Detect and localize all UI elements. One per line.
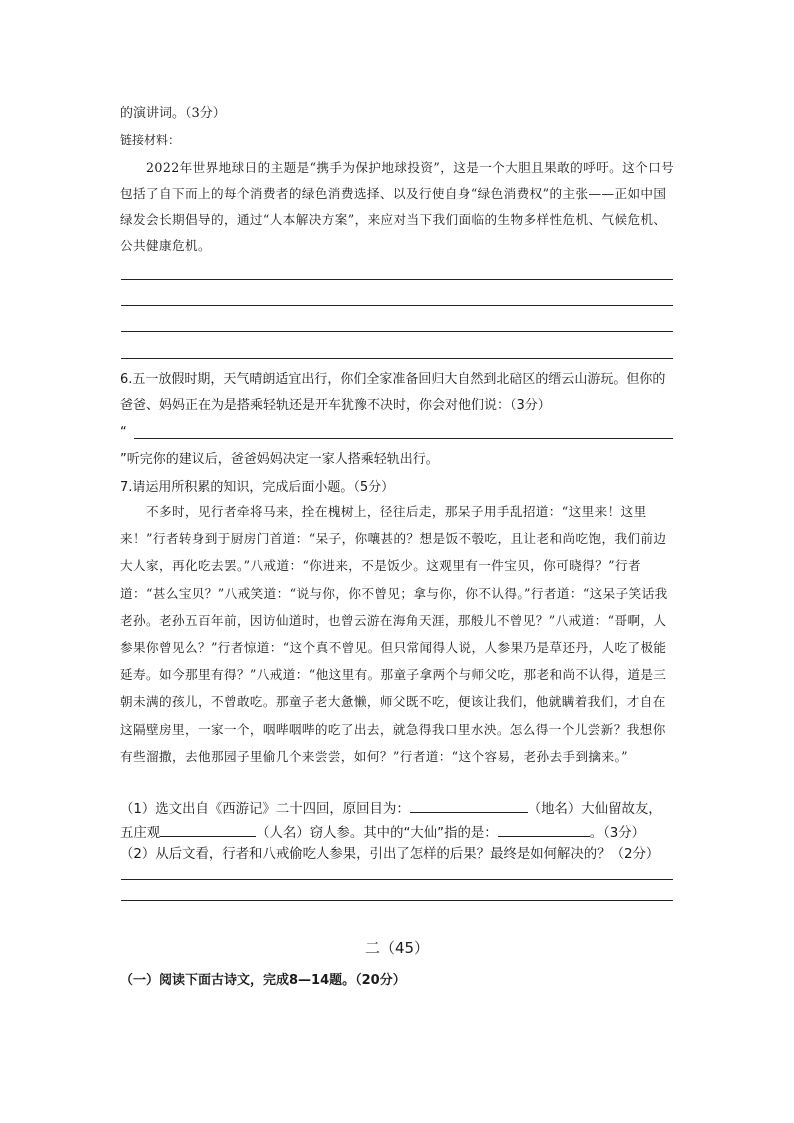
answer-line[interactable] — [121, 879, 673, 880]
link-label: 链接材料： — [120, 133, 181, 147]
intro-tail: 的演讲词。（3分） — [120, 106, 226, 121]
place-blank[interactable] — [410, 798, 528, 813]
answer-line[interactable] — [121, 331, 673, 332]
answer-line[interactable] — [121, 279, 673, 280]
question-7-title: 7.请运用所积累的知识，完成后面小题。（5分） — [120, 480, 395, 495]
daxian-blank[interactable] — [498, 822, 590, 837]
q7-sub1-text-c: 五庄观 — [120, 826, 161, 841]
q7-sub1-line1 — [120, 796, 675, 823]
section-subtitle: （一）阅读下面古诗文，完成8—14题。（20分） — [120, 973, 406, 988]
answer-line[interactable] — [121, 358, 673, 359]
person-blank[interactable] — [160, 822, 256, 837]
q7-sub1-text-b: （地名）大仙留故友， — [527, 802, 662, 817]
question-6-close: ”听完你的建议后，爸爸妈妈决定一家人搭乘轻轨出行。 — [120, 452, 439, 467]
q7-sub1-text-e: 。（3分） — [589, 826, 646, 841]
q7-passage: 不多时，见行者牵将马来，拴在槐树上，径往后走，那呆子用手乱招道：“这里来！这里来！”行者转身到于厨房门首道：“呆子，你嚷甚的？想是饭不彀吃，且让老和尚吃饱，我们前边大人家，再化吃去罢。”八戒道：“你进来，不是饭少。这观里有一件宝贝，你可晓得？”行者道：“甚么宝贝？”八戒笑道：“说与你，你不曾见；拿与你，你不认得。”行者道：“这呆子笑话我老孙。老孙五百年前，因访仙道时，也曾云游在海角天涯，那般儿不曾见？”八戒道：“哥啊，人参果你曾见么？”行者惊道：“这个真不曾见。但只常闻得人说，人参果乃是草还丹，人吃了极能延寿。如今那里有得？”八戒道：“他这里有。那童子拿两个与师父吃，那老和尚不认得，道是三朝未满的孩儿，不曾敢吃。那童子老大惫懒，师父既不吃，便该让我们，他就瞒着我们，才自在这隔壁房里，一家一个，咽哔咽哔的吃了出去，就急得我口里水泱。怎么得一个儿尝新？我想你有些溜撒，去他那园子里偷几个来尝尝，如何？”行者道：“这个容易，老孙去手到擒来。” — [120, 504, 668, 764]
q7-sub1-text-a: （1）选文出自《西游记》二十四回，原回目为： — [120, 802, 410, 817]
question-6: 6.五一放假时期，天气晴朗适宜出行，你们全家准备回归大自然到北碚区的缙云山游玩。但你的爸爸、妈妈正在为是搭乘轻轨还是开车犹豫不决时，你会对他们说：（3分） — [120, 372, 666, 413]
open-quote: “ — [120, 425, 127, 440]
section-title: 二（45） — [364, 939, 430, 957]
link-paragraph: 2022年世界地球日的主题是“携手为保护地球投资”，这是一个大胆且果敢的呼吁。这个口号包括了自下而上的每个消费者的绿色消费选择、以及行使自身“绿色消费权”的主张——正如中国绿发会长期倡导的，通过“人本解决方案”，来应对当下我们面临的生物多样性危机、气候危机、公共健康危机。 — [120, 160, 675, 253]
q7-sub2: （2）从后文看，行者和八戒偷吃人参果，引出了怎样的后果？最终是如何解决的？（2分） — [120, 847, 660, 862]
answer-line[interactable] — [121, 900, 673, 901]
q6-answer-line[interactable] — [134, 438, 673, 439]
q7-sub1-text-d: （人名）窃人参。其中的“大仙”指的是： — [256, 826, 498, 841]
answer-line[interactable] — [121, 305, 673, 306]
